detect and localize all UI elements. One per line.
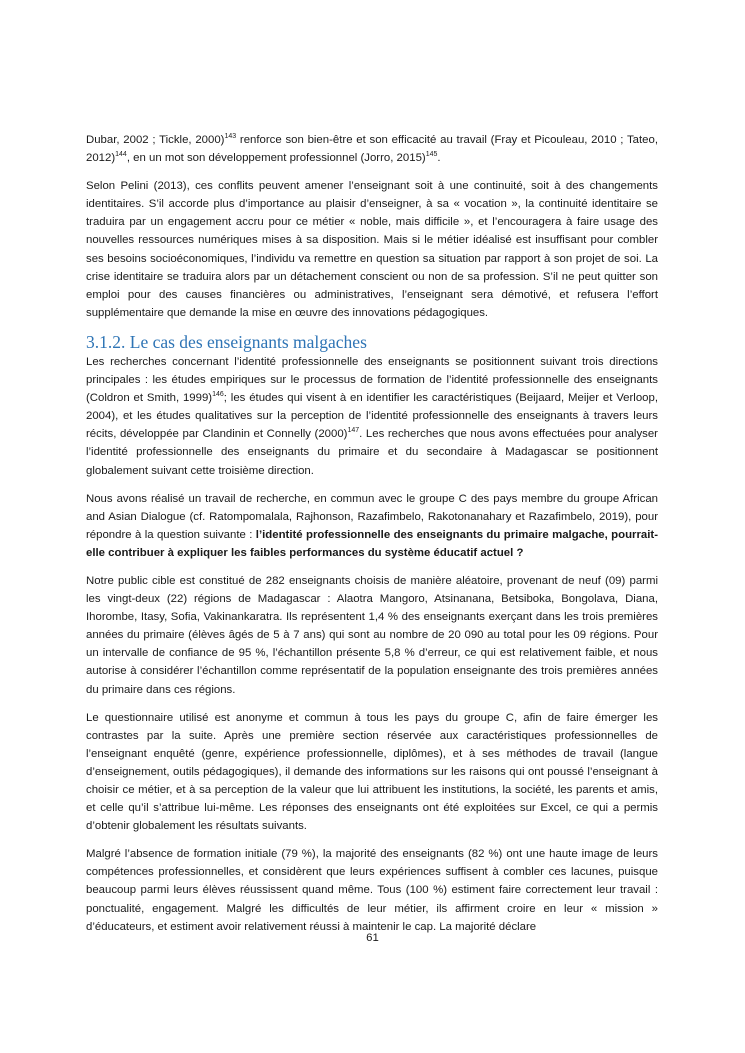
paragraph-1-text-b: renforce son bien-être et son efficacité au travail (Fray et Picouleau, 2010 ; Tateo, 2012) [86,134,659,165]
paragraph-1-text-a: Dubar, 2002 ; Tickle, 2000) [86,134,225,146]
page-body [86,131,658,946]
paragraph-4 [86,490,658,562]
footnote-ref-146[interactable]: 146 [212,391,224,399]
footnote-ref-144[interactable]: 144 [115,151,127,159]
footnote-ref-145[interactable]: 145 [425,151,438,159]
research-question: l’identité professionnelle des enseignants du primaire malgache, pourrait-elle contribuer à expliquer les faibles performances du système éducatif actuel ? [86,528,658,559]
paragraph-7: Malgré l’absence de formation initiale (79 %), la majorité des enseignants (82 %) ont une haute image de leurs compétences professionnelles, et considèrent que leurs expériences suffisent à combler ces lacunes, puisque beaucoup parmi leurs élèves réussissent quand même. Tous (100 %) estiment faire correctement leur travail : ponctualité, engagement. Malgré les difficultés de leur métier, ils affirment croire en leur « mission » d’éducateurs, et estiment avoir relativement réussi à maintenir le cap. La majorité déclare [86,848,658,933]
footnote-ref-147[interactable]: 147 [347,427,360,435]
paragraph-1-text-d: . [437,152,441,165]
section-heading: 3.1.2. Le cas des enseignants malgaches [86,331,367,352]
footnote-ref-143[interactable]: 143 [224,133,237,141]
paragraph-3-text-a: Les recherches concernant l’identité professionnelle des enseignants se positionnent suivant trois directions principales : les études empiriques sur le processus de formation de l’identité professionnelle des enseignants (Coldron et Smith, 1999) [86,355,658,405]
paragraph-1-text-c: , en un mot son développement professionnel (Jorro, 2015) [126,152,426,165]
paragraph-3-text-c: . Les recherches que nous avons effectuées pour analyser l’identité professionnelle des enseignants du primaire et du secondaire à Madagascar se positionnent globalement suivant cette troisième direction. [86,428,658,477]
paragraph-3 [86,353,658,480]
paragraph-5: Notre public cible est constitué de 282 enseignants choisis de manière aléatoire, provenant de neuf (09) parmi les vingt-deux (22) régions de Madagascar : Alaotra Mangoro, Atsinanana, Betsiboka, Bongolava, Diana, Ihorombe, Itasy, Sofia, Vakinankaratra. Ils représentent 1,4 % des enseignants exerçant dans les trois premières années du primaire (élèves âgés de 5 à 7 ans) qui sont au nombre de 20 090 au total pour les 09 régions. Pour un intervalle de confiance de 95 %, l’échantillon présente 5,8 % d’erreur, ce qui est relativement faible, et nous autorise à considérer l’échantillon comme représentatif de la population enseignante des trois premières années du primaire dans ces régions. [86,574,658,696]
paragraph-6: Le questionnaire utilisé est anonyme et commun à tous les pays du groupe C, afin de faire émerger les contrastes par la suite. Après une première section réservée aux caractéristiques professionnelles de l’enseignant enquêté (genre, expérience professionnelle, diplômes), et à ses méthodes de travail (langue d’enseignement, outils pédagogiques), il demande des informations sur les raisons qui ont poussé l’enseignant à choisir ce métier, et à sa perception de la valeur que lui attribuent les institutions, la société, les parents et amis, et celle qu’il s’attribue lui-même. Les réponses des enseignants ont été exploitées sur Excel, ce qui a permis d’obtenir globalement les résultats suivants. [86,711,658,833]
paragraph-1 [86,131,658,167]
paragraph-3-text-b: ; les études qui visent à en identifier les caractéristiques (Beijaard, Meijer et Verloop, 2004), et les études qualitatives sur la perception de l’identité professionnelle des enseignants à travers leurs récits, développée par Clandinin et Connelly (2000) [86,392,658,441]
paragraph-2: Selon Pelini (2013), ces conflits peuvent amener l’enseignant soit à une continuité, soit à des changements identitaires. S’il accorde plus d’importance au plaisir d’enseigner, à sa « vocation », la continuité identitaire se traduira par un engagement accru pour ce métier « noble, mais difficile », et l’encouragera à faire usage des nouvelles ressources numériques mises à sa disposition. Mais si le métier idéalisé est insuffisant pour combler ses besoins socioéconomiques, l’individu va remettre en question sa situation par rapport à son projet de soi. La crise identitaire se traduira alors par un détachement conscient ou non de sa profession. S’il ne peut quitter son emploi pour des causes financières ou administratives, l’enseignant sera démotivé, et refusera l’effort supplémentaire que demande la mise en œuvre des innovations pédagogiques. [86,180,658,319]
paragraph-4-text: Nous avons réalisé un travail de recherche, en commun avec le groupe C des pays membre du groupe African and Asian Dialogue (cf. Ratompomalala, Rajhonson, Razafimbelo, Rakotonanahary et Razafimbelo, 2019), pour répondre à la question suivante : [86,492,658,541]
page-number: 61 [366,932,379,944]
